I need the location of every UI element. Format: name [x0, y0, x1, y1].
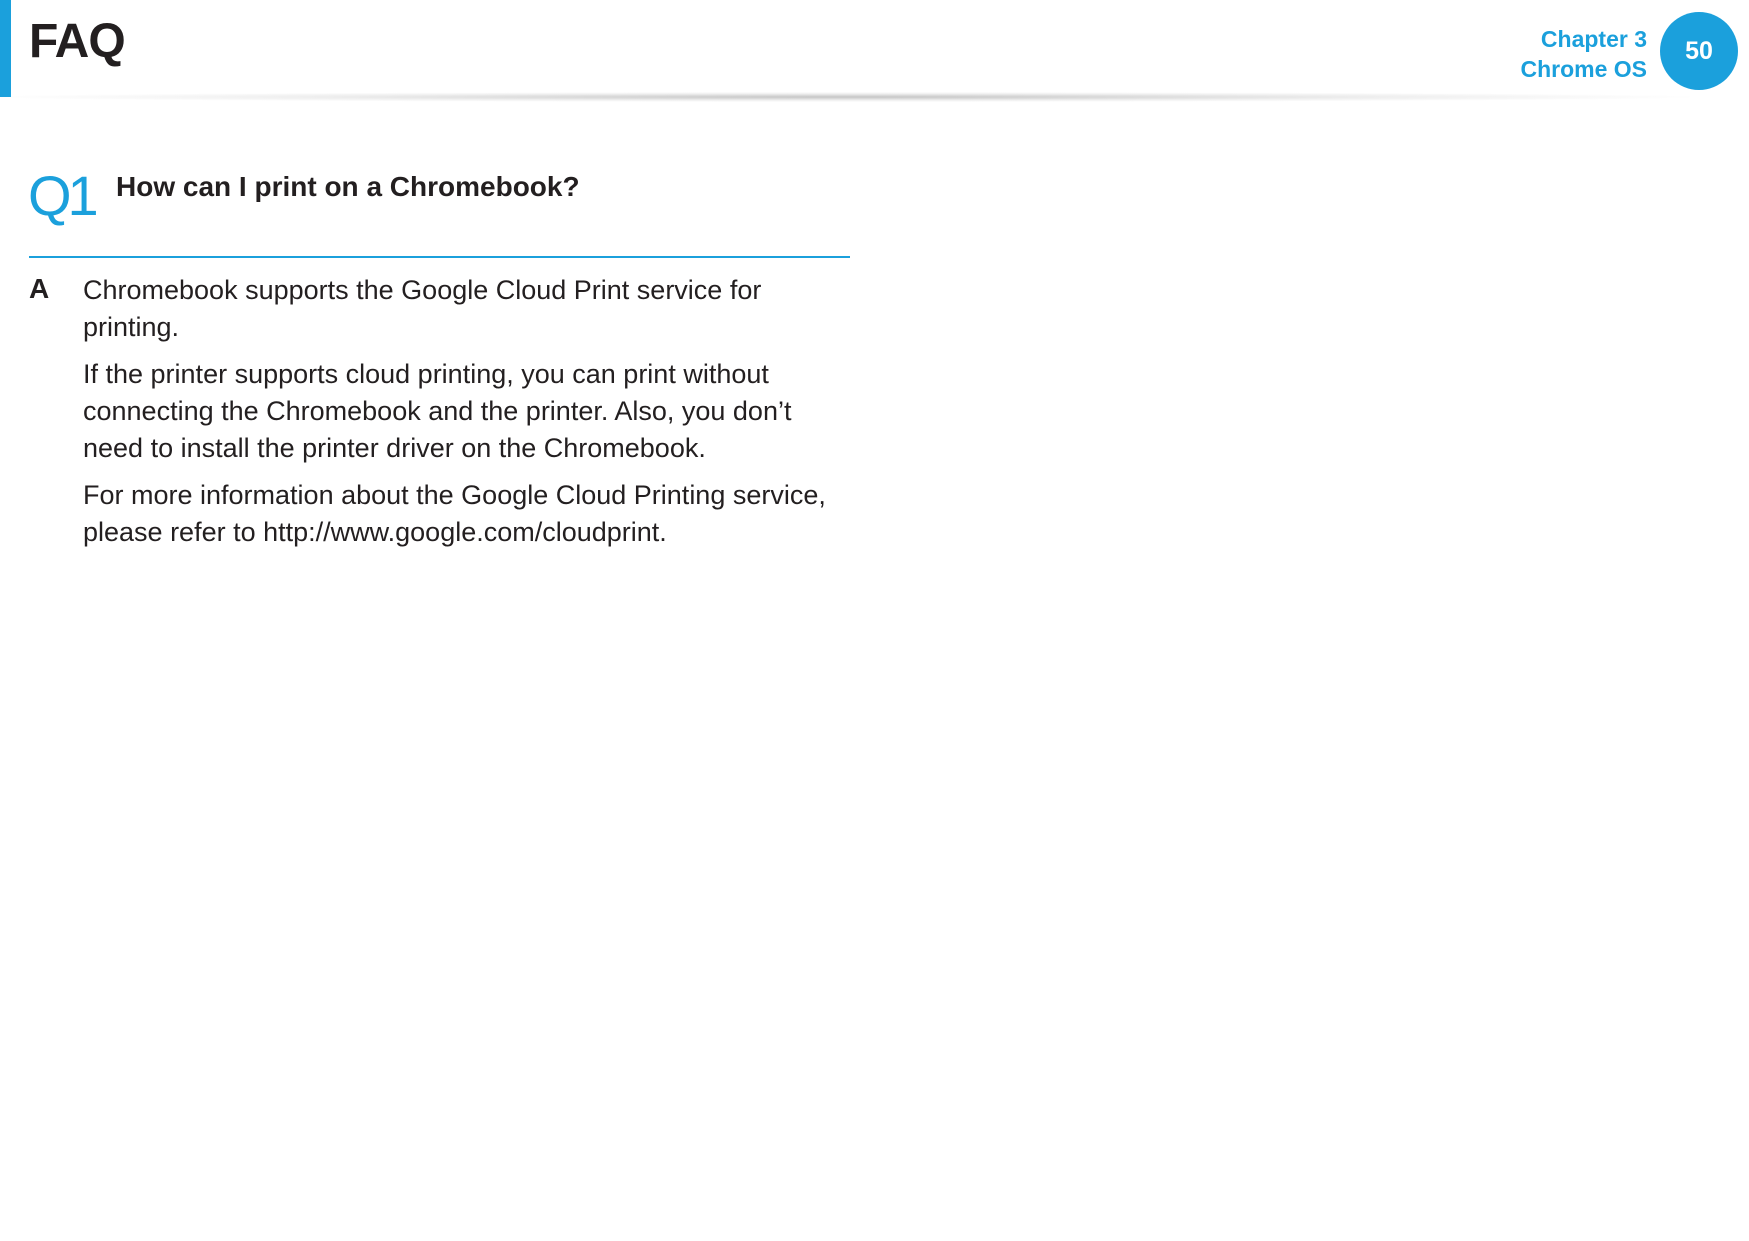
answer-paragraph: Chromebook supports the Google Cloud Print service for printing.: [83, 275, 762, 342]
header-accent-bar: [0, 0, 11, 97]
page-number-badge: 50: [1660, 12, 1738, 90]
chapter-label: Chapter 3: [1540, 26, 1647, 52]
question-divider: [29, 256, 850, 258]
chapter-name: Chrome OS: [1520, 56, 1647, 82]
answer-body: [83, 272, 843, 561]
answer-paragraph: For more information about the Google Cloud Printing service, please refer to http://www.google.com/cloudprint.: [83, 480, 826, 547]
answer-paragraph: If the printer supports cloud printing, you can print without connecting the Chromebook and the printer. Also, you don’t need to install the printer driver on the Chromebook.: [83, 359, 792, 463]
chapter-heading: [1520, 24, 1647, 84]
question-label: Q1: [28, 164, 95, 227]
page-title: FAQ: [29, 15, 125, 68]
question-text: How can I print on a Chromebook?: [116, 171, 580, 202]
answer-label: A: [29, 273, 50, 304]
header-divider: [0, 92, 1690, 102]
